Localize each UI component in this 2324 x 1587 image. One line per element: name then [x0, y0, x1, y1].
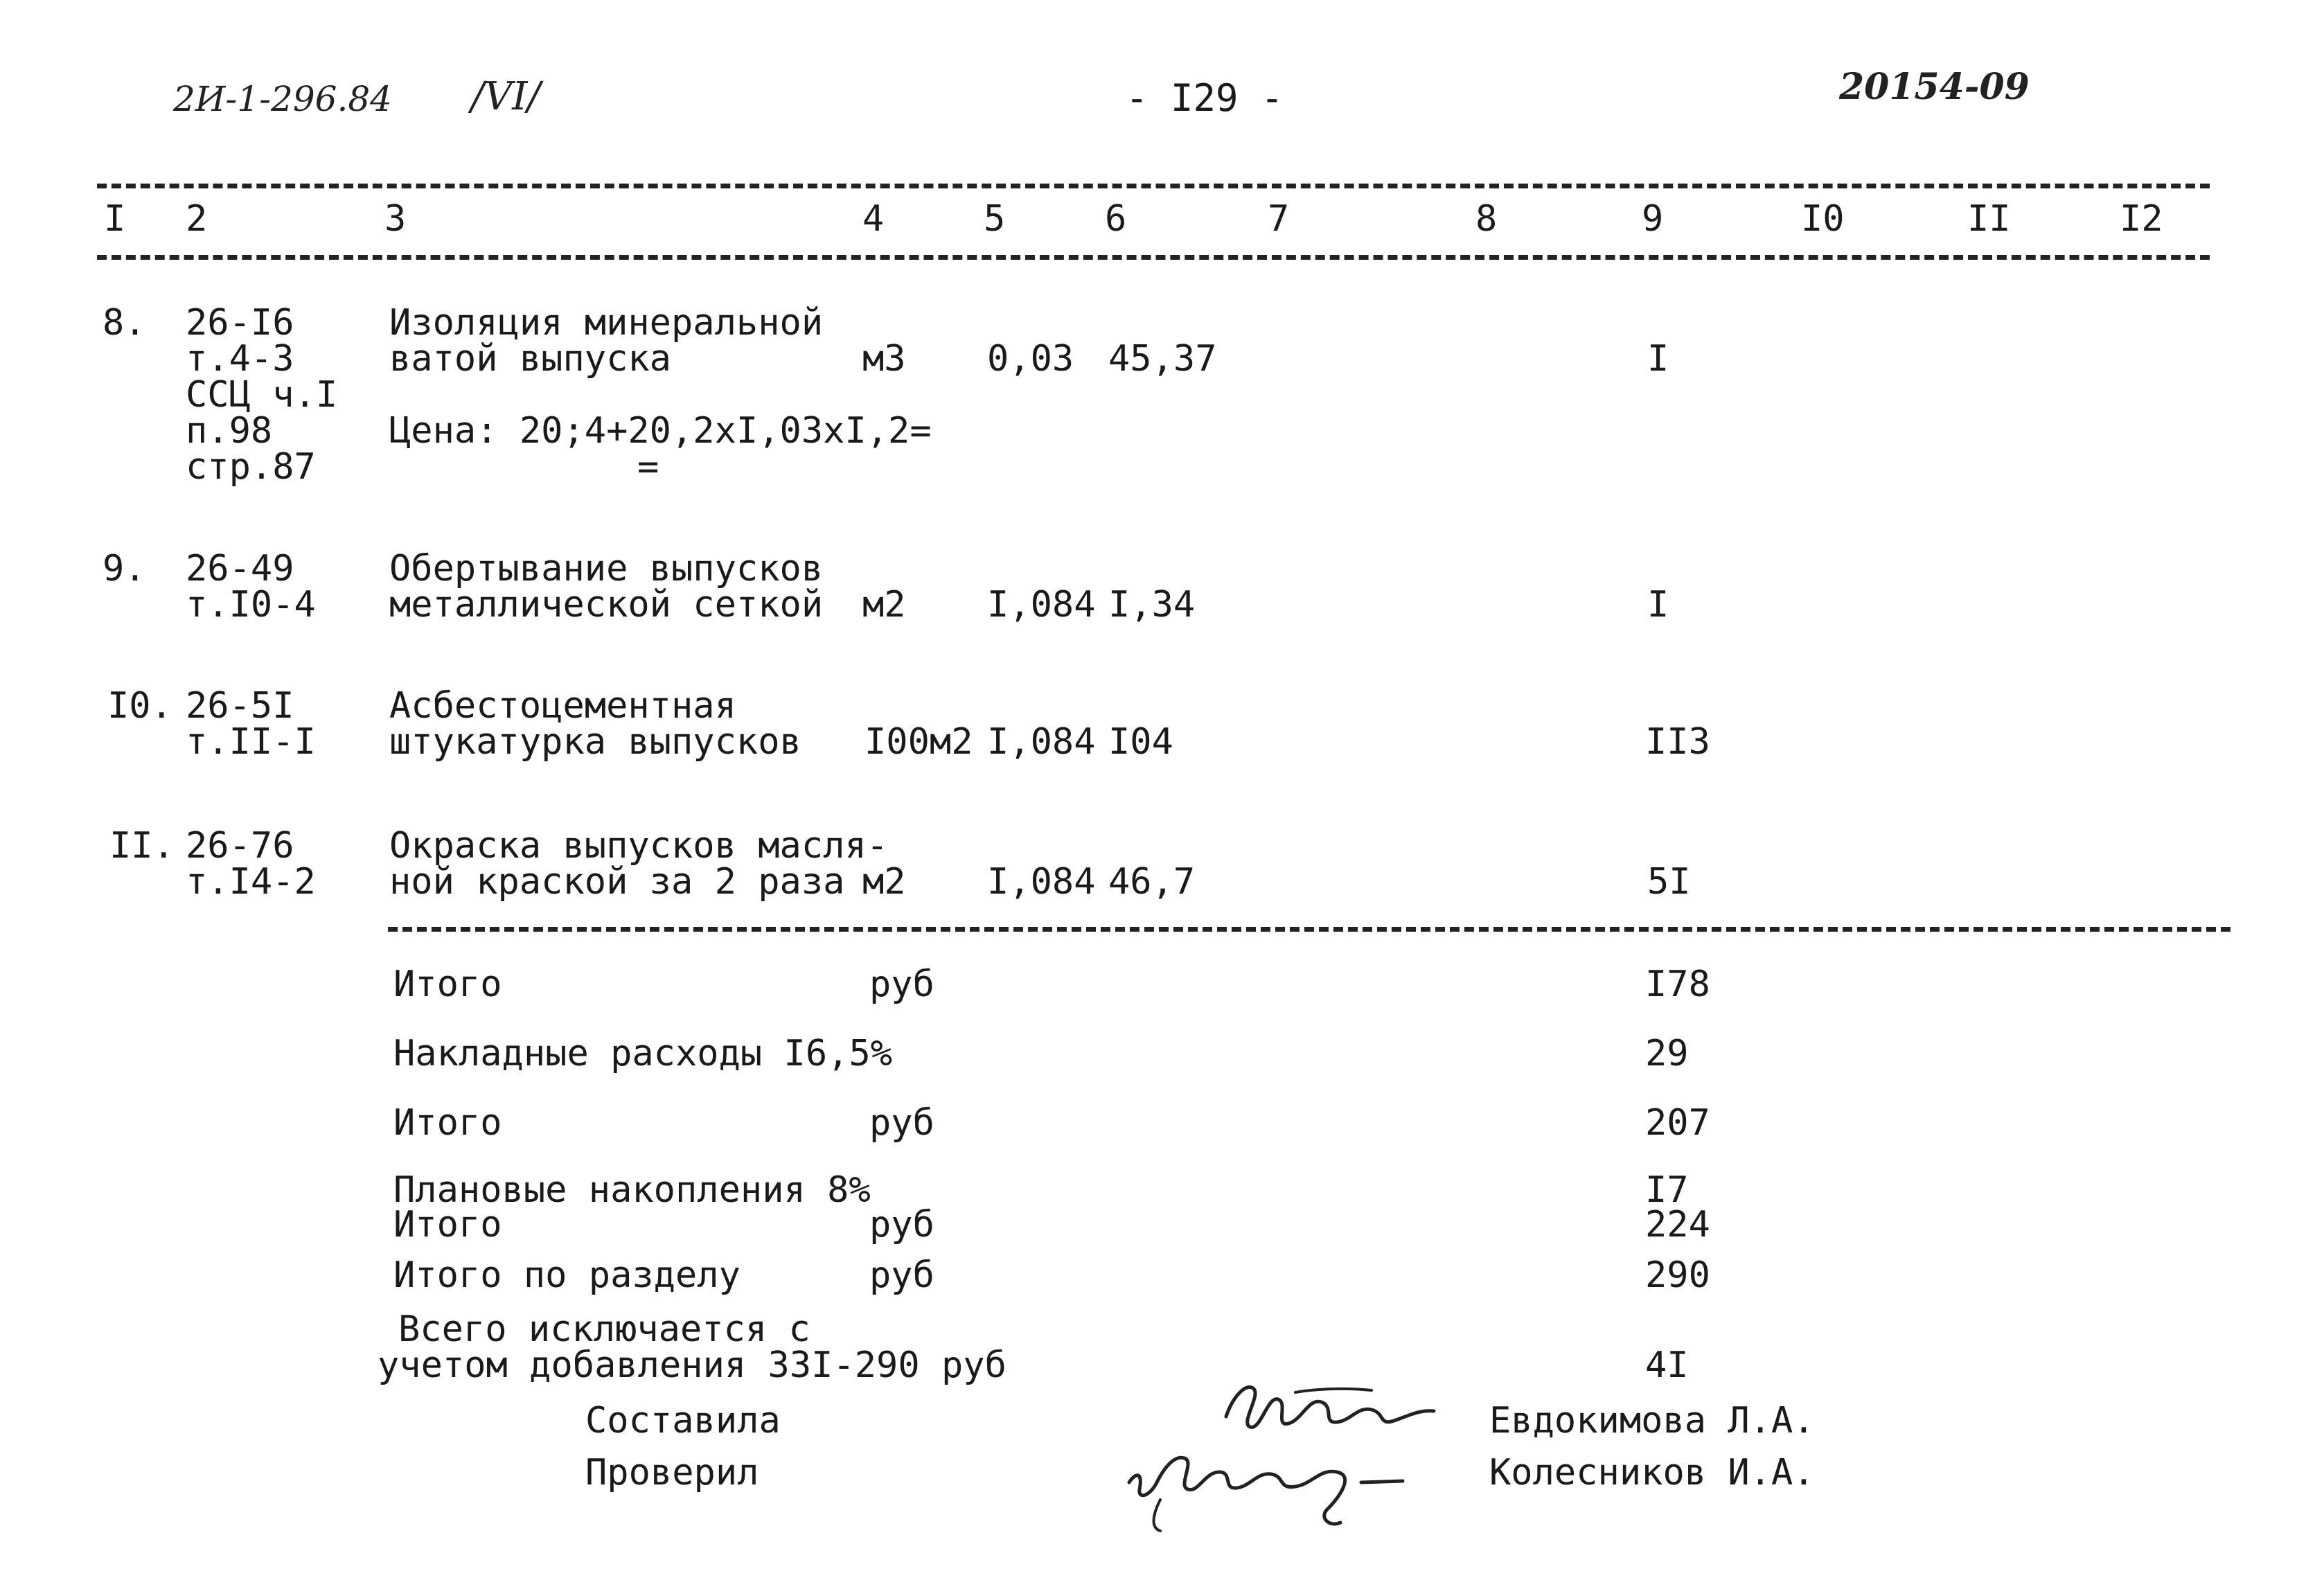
totals-rule — [388, 927, 2230, 932]
item-description: металлической сеткой — [389, 584, 824, 626]
archive-number: 20154-09 — [1839, 66, 2030, 108]
column-header: 9 — [1642, 198, 1664, 240]
unit: I00м2 — [864, 721, 973, 763]
total-cost: I — [1647, 338, 1669, 380]
quantity: 0,03 — [987, 338, 1074, 380]
column-header: 2 — [186, 198, 208, 240]
header-top-rule — [97, 184, 2210, 188]
column-header: I — [104, 198, 126, 240]
column-header: II — [1967, 198, 2011, 240]
norm-reference: т.I0-4 — [186, 584, 316, 626]
handwritten-signature-icon — [1212, 1368, 1441, 1444]
item-description: Изоляция минеральной — [389, 302, 824, 344]
norm-reference: т.I4-2 — [186, 861, 316, 903]
summary-unit: руб — [869, 1204, 934, 1245]
summary-value: 207 — [1645, 1102, 1710, 1144]
unit: м3 — [862, 338, 906, 380]
unit-price: 46,7 — [1108, 861, 1196, 903]
row-number: II. — [109, 825, 175, 867]
total-cost: II3 — [1645, 721, 1710, 763]
summary-value: I7 — [1645, 1169, 1689, 1211]
norm-reference: 26-49 — [186, 548, 294, 589]
summary-label: Итого — [393, 1102, 502, 1144]
column-header: 4 — [862, 198, 885, 240]
column-header: 5 — [984, 198, 1006, 240]
summary-unit: руб — [869, 1102, 934, 1144]
row-number: 8. — [103, 302, 146, 344]
checked-by-label: Проверил — [585, 1452, 759, 1493]
checked-by-name: Колесников И.А. — [1489, 1452, 1815, 1493]
norm-reference: стр.87 — [186, 446, 316, 488]
norm-reference: 26-5I — [186, 685, 294, 727]
document-part: /VI/ — [471, 74, 541, 119]
compiled-by-label: Составила — [585, 1400, 781, 1442]
quantity: I,084 — [987, 721, 1096, 763]
document-code: 2И-1-296.84 — [173, 79, 392, 119]
unit-price: 45,37 — [1108, 338, 1217, 380]
summary-label: Итого — [393, 1204, 502, 1245]
excluded-value: 4I — [1645, 1345, 1689, 1386]
summary-label: Итого по разделу — [393, 1254, 740, 1296]
norm-reference: ССЦ ч.I — [186, 374, 338, 416]
summary-label: Плановые накопления 8% — [393, 1169, 871, 1211]
row-number: 9. — [103, 548, 146, 589]
column-header: 6 — [1105, 198, 1127, 240]
handwritten-signature-icon — [1119, 1434, 1444, 1538]
summary-label: Накладные расходы I6,5% — [393, 1033, 893, 1074]
excluded-label: Всего исключается с — [398, 1309, 810, 1350]
column-header: 7 — [1268, 198, 1290, 240]
unit-price: I,34 — [1108, 584, 1196, 626]
quantity: I,084 — [987, 584, 1096, 626]
item-description: Обертывание выпусков — [389, 548, 824, 589]
norm-reference: 26-76 — [186, 825, 294, 867]
total-cost: I — [1647, 584, 1669, 626]
item-description: штукатурка выпусков — [389, 721, 801, 763]
unit: м2 — [862, 584, 906, 626]
column-header: 3 — [384, 198, 407, 240]
unit: м2 — [862, 861, 906, 903]
header-bottom-rule — [97, 255, 2210, 260]
item-description: Окраска выпусков масля- — [389, 825, 889, 867]
compiled-by-name: Евдокимова Л.А. — [1489, 1400, 1815, 1442]
norm-reference: п.98 — [186, 410, 273, 452]
item-description: ватой выпуска — [389, 338, 671, 380]
total-cost: 5I — [1647, 861, 1691, 903]
item-description: ной краской за 2 раза — [389, 861, 845, 903]
norm-reference: 26-I6 — [186, 302, 294, 344]
column-header: I0 — [1801, 198, 1845, 240]
page-number: - I29 - — [1126, 76, 1284, 120]
item-description: Асбестоцементная — [389, 685, 736, 727]
price-formula: Цена: 20;4+20,2хI,03хI,2= — [389, 410, 932, 452]
summary-label: Итого — [393, 964, 502, 1005]
quantity: I,084 — [987, 861, 1096, 903]
summary-value: 29 — [1645, 1033, 1689, 1074]
column-header: I2 — [2120, 198, 2163, 240]
norm-reference: т.II-I — [186, 721, 316, 763]
summary-value: 224 — [1645, 1204, 1710, 1245]
summary-value: 290 — [1645, 1254, 1710, 1296]
excluded-label: учетом добавления 33I-290 руб — [378, 1345, 1006, 1386]
column-header: 8 — [1475, 198, 1498, 240]
summary-value: I78 — [1645, 964, 1710, 1005]
summary-unit: руб — [869, 1254, 934, 1296]
price-formula-result: = — [637, 446, 659, 488]
unit-price: I04 — [1108, 721, 1173, 763]
row-number: I0. — [107, 685, 172, 727]
norm-reference: т.4-3 — [186, 338, 294, 380]
summary-unit: руб — [869, 964, 934, 1005]
